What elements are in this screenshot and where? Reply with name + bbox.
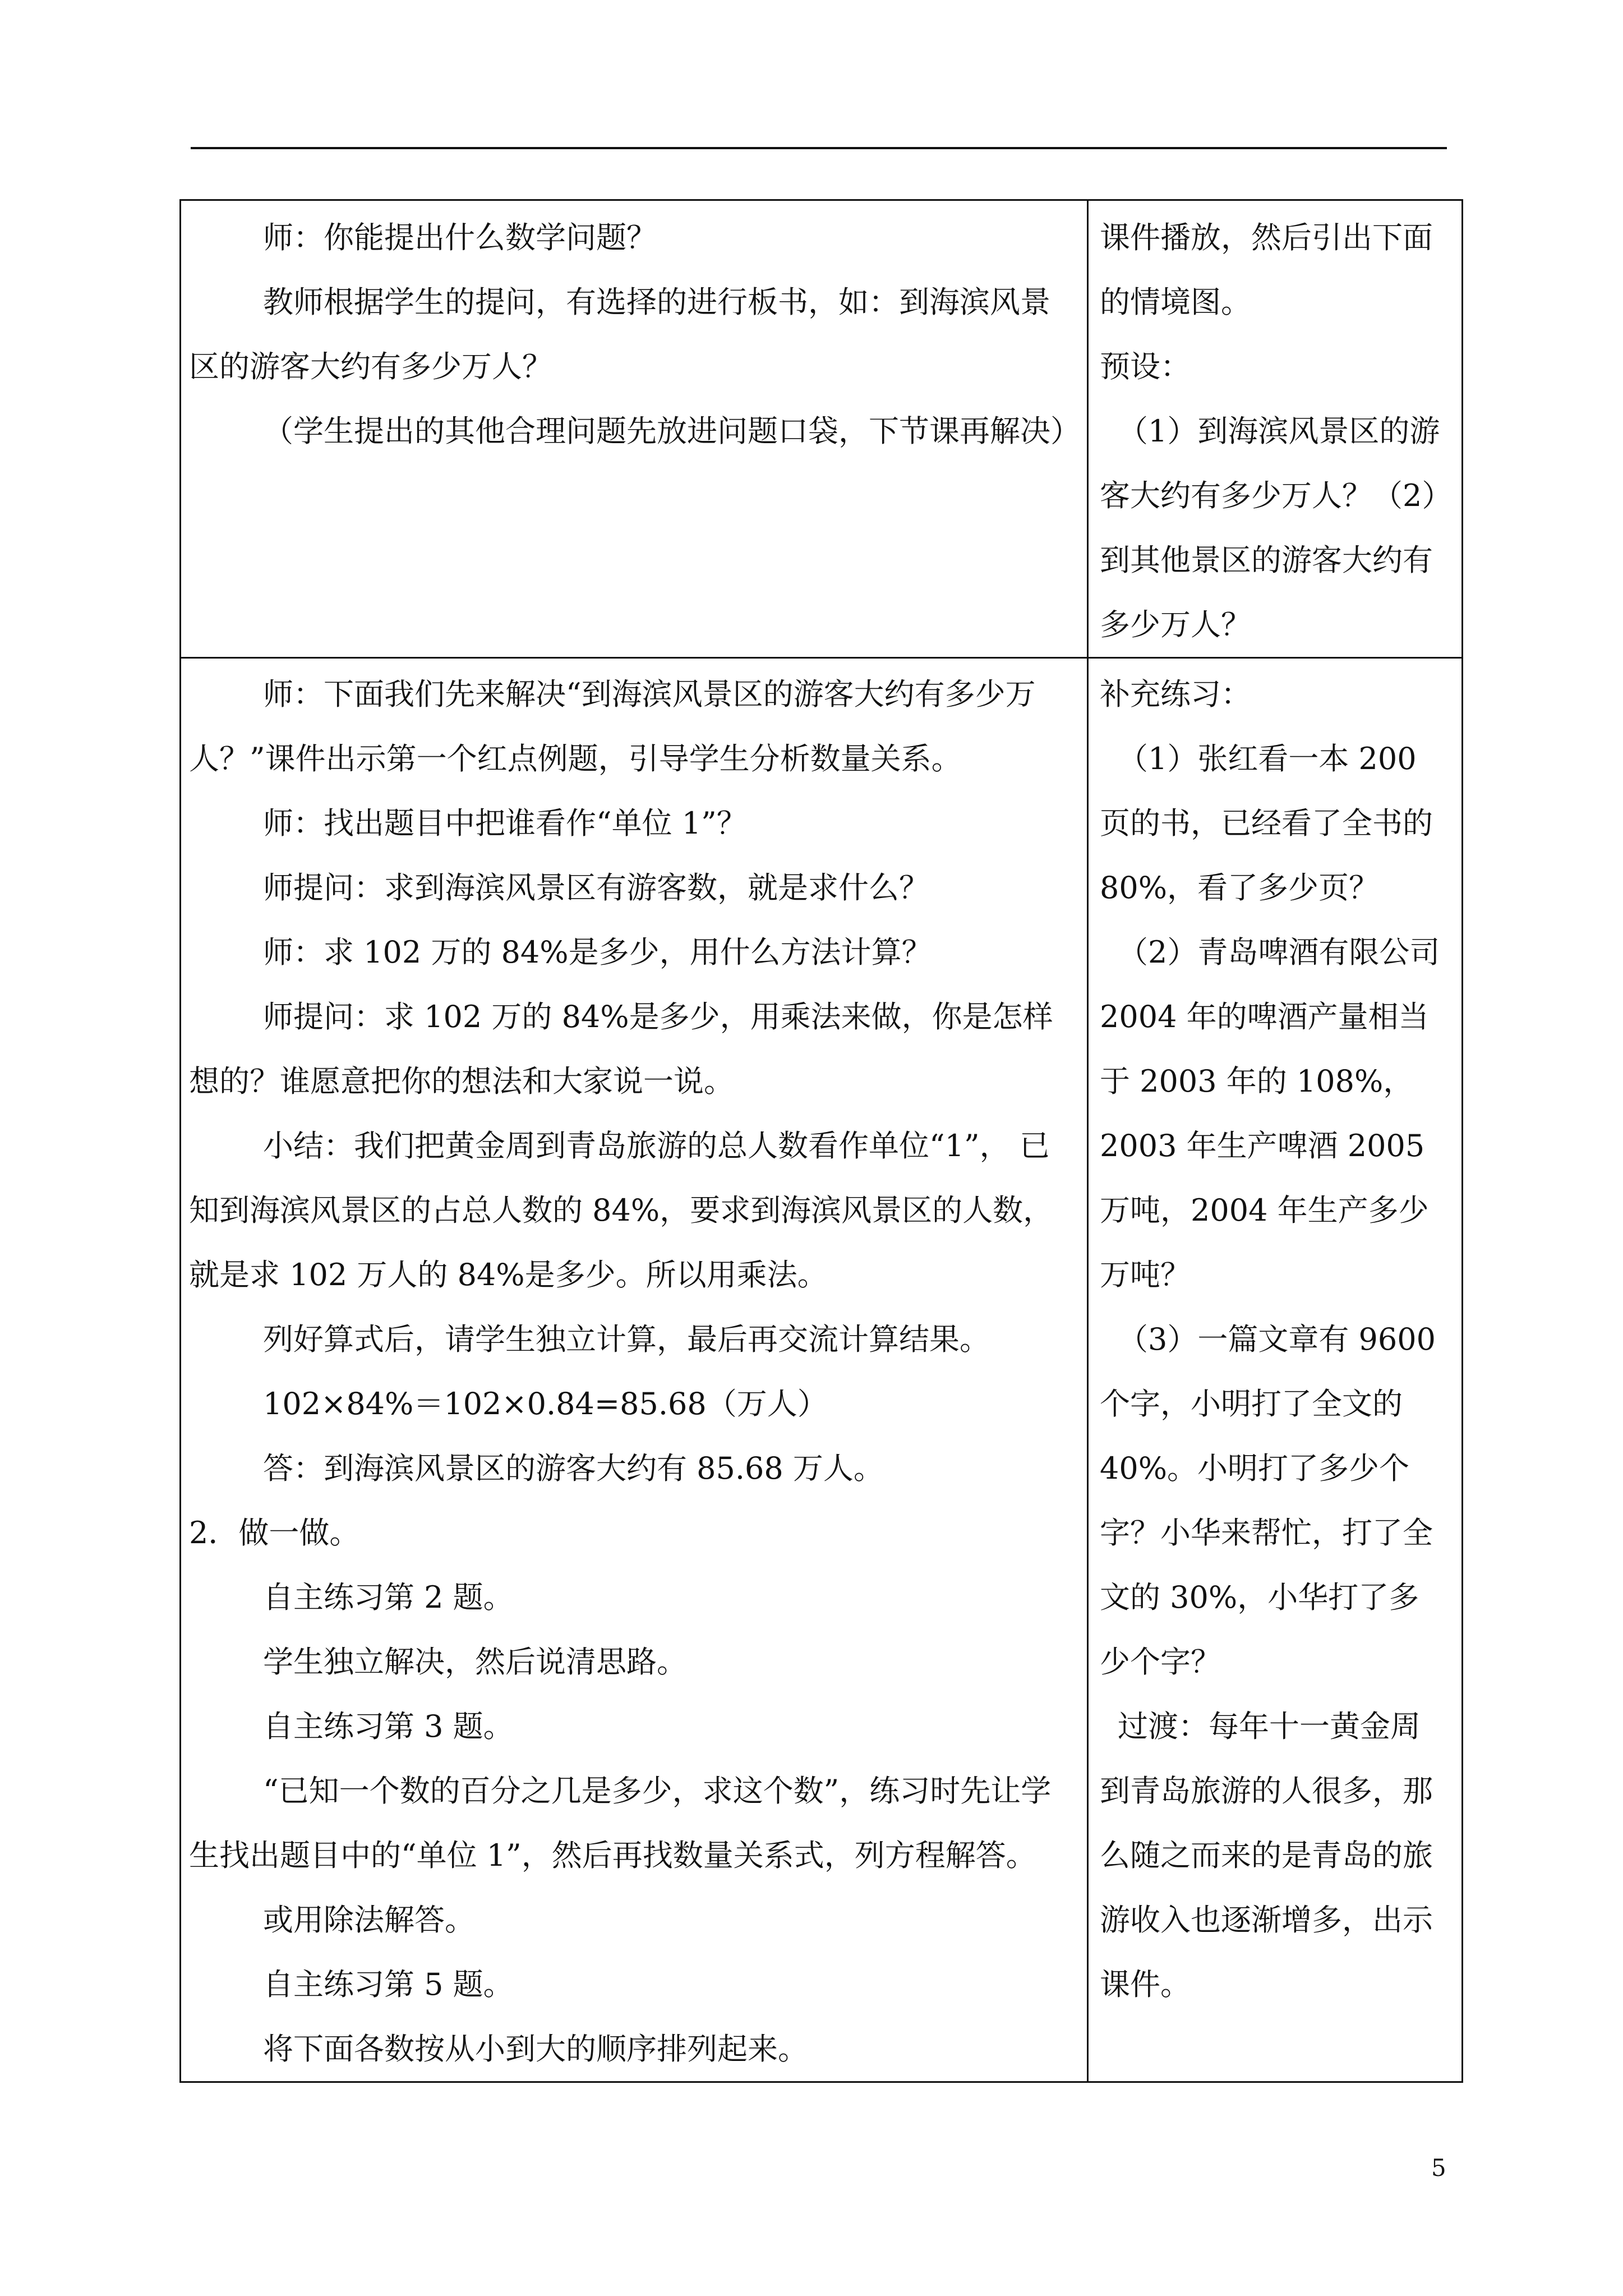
paragraph: 或用除法解答。 xyxy=(263,1902,475,1938)
table-row xyxy=(181,200,1463,658)
page-number: 5 xyxy=(1431,2154,1446,2182)
paragraph: 师：下面我们先来解决“到海滨风景区的游客大约有多少万人？”课件出示第一个红点例题，引导学生分析数量关系。 xyxy=(189,677,1036,776)
paragraph: 将下面各数按从小到大的顺序排列起来。 xyxy=(263,2031,808,2067)
paragraph: （1）到海滨风景区的游客大约有多少万人？（2）到其他景区的游客大约有多少万人？ xyxy=(1100,413,1440,642)
header-rule xyxy=(191,147,1447,149)
paragraph: 小结：我们把黄金周到青岛旅游的总人数看作单位“1”， 已知到海滨风景区的占总人数的 84%，要求到海滨风景区的人数，就是求 102 万人的 84%是多少。所以用乘法。 xyxy=(189,1128,1054,1292)
paragraph: 过渡：每年十一黄金周到青岛旅游的人很多，那么随之而来的是青岛的旅游收入也逐渐增多，出示课件。 xyxy=(1100,1709,1433,2002)
paragraph: 学生独立解决，然后说清思路。 xyxy=(263,1644,687,1680)
section-heading: 2．做一做。 xyxy=(189,1515,360,1550)
paragraph: 答：到海滨风景区的游客大约有 85.68 万人。 xyxy=(263,1451,884,1486)
paragraph: 自主练习第 3 题。 xyxy=(263,1709,514,1744)
paragraph: 列好算式后，请学生独立计算，最后再交流计算结果。 xyxy=(263,1322,990,1357)
design-notes-cell xyxy=(1088,200,1463,658)
paragraph: （1）张红看一本 200 页的书，已经看了全书的 80%，看了多少页？ xyxy=(1100,741,1433,905)
paragraph: 师：找出题目中把谁看作“单位 1”？ xyxy=(263,806,747,841)
paragraph: （学生提出的其他合理问题先放进问题口袋，下节课再解决） xyxy=(263,413,1081,449)
paragraph: 课件播放，然后引出下面的情境图。 xyxy=(1100,220,1433,320)
paragraph: 师提问：求 102 万的 84%是多少，用乘法来做，你是怎样想的？谁愿意把你的想法和大家说一说。 xyxy=(189,999,1053,1099)
paragraph: （2）青岛啤酒有限公司 2004 年的啤酒产量相当于 2003 年的 108%，2003 年生产啤酒 2005 万吨，2004 年生产多少万吨？ xyxy=(1100,935,1440,1292)
paragraph: 师：求 102 万的 84%是多少，用什么方法计算？ xyxy=(263,935,932,970)
paragraph: 师提问：求到海滨风景区有游客数，就是求什么？ xyxy=(263,870,929,905)
formula: 102×84%＝102×0.84=85.68（万人） xyxy=(263,1386,828,1421)
teaching-process-cell xyxy=(181,658,1088,2082)
paragraph: 补充练习： xyxy=(1100,677,1251,712)
paragraph: “已知一个数的百分之几是多少，求这个数”，练习时先让学生找出题目中的“单位 1”，然后再找数量关系式，列方程解答。 xyxy=(189,1773,1052,1873)
teaching-process-cell xyxy=(181,200,1088,658)
design-notes-cell xyxy=(1088,658,1463,2082)
paragraph: 教师根据学生的提问，有选择的进行板书，如：到海滨风景区的游客大约有多少万人？ xyxy=(189,284,1050,384)
paragraph: 自主练习第 2 题。 xyxy=(263,1580,514,1615)
paragraph: 预设： xyxy=(1100,349,1191,384)
paragraph: 自主练习第 5 题。 xyxy=(263,1967,514,2002)
paragraph: （3）一篇文章有 9600 个字，小明打了全文的 40%。小明打了多少个字？小华来帮忙，打了全文的 30%，小华打了多少个字？ xyxy=(1100,1322,1436,1680)
table-row xyxy=(181,658,1463,2082)
paragraph: 师：你能提出什么数学问题？ xyxy=(263,220,657,255)
lesson-plan-table xyxy=(179,199,1463,2083)
